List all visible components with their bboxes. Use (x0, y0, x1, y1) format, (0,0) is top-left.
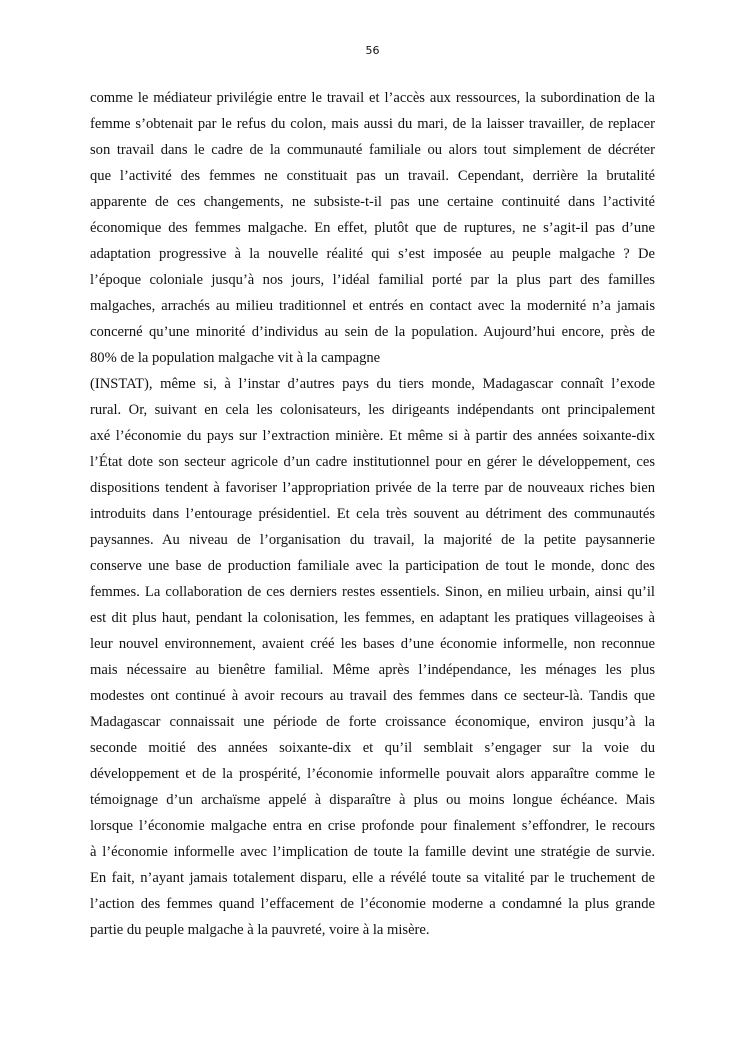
text-line: seconde moitié des années soixante-dix et qu’il semblait s’engager sur la voie du (90, 740, 655, 756)
page-number: 56 (365, 44, 380, 57)
text-line: son travail dans le cadre de la communauté familiale ou alors tout simplement de décréter (90, 142, 655, 158)
text-line: paysannes. Au niveau de l’organisation du travail, la majorité de la petite paysannerie (90, 532, 655, 548)
text-line: malgaches, arrachés au milieu traditionnel et entrés en contact avec la modernité n’a jamais (90, 298, 655, 314)
text-line: mais nécessaire au bienêtre familial. Même après l’indépendance, les ménages les plus (90, 662, 655, 678)
text-line: (INSTAT), même si, à l’instar d’autres pays du tiers monde, Madagascar connaît l’exode (90, 376, 655, 392)
text-line: l’État dote son secteur agricole d’un cadre institutionnel pour en gérer le développement, ces (90, 454, 655, 470)
text-line: leur nouvel environnement, avaient créé les bases d’une économie informelle, non reconnue (90, 636, 655, 652)
text-line: économique des femmes malgache. En effet, plutôt que de ruptures, ne s’agit-il pas d’une (90, 220, 655, 236)
text-line: à l’économie informelle avec l’implication de toute la famille devint une stratégie de survie. (90, 844, 655, 860)
text-line: lorsque l’économie malgache entra en crise profonde pour finalement s’effondrer, le recours (90, 818, 655, 834)
text-line: comme le médiateur privilégie entre le travail et l’accès aux ressources, la subordination de la (90, 90, 655, 106)
text-line: femme s’obtenait par le refus du colon, mais aussi du mari, de la laisser travailler, de replacer (90, 116, 655, 132)
text-line: axé l’économie du pays sur l’extraction minière. Et même si à partir des années soixante-dix (90, 428, 655, 444)
text-line: adaptation progressive à la nouvelle réalité qui s’est imposée au peuple malgache ? De (90, 246, 655, 262)
text-line: que l’activité des femmes ne constituait pas un travail. Cependant, derrière la brutalité (90, 168, 655, 184)
text-line: témoignage d’un archaïsme appelé à disparaître à plus ou moins longue échéance. Mais (90, 792, 655, 808)
text-line: développement et de la prospérité, l’économie informelle pouvait alors apparaître comme le (90, 766, 655, 782)
text-line: Madagascar connaissait une période de forte croissance économique, environ jusqu’à la (90, 714, 655, 730)
text-line: rural. Or, suivant en cela les colonisateurs, les dirigeants indépendants ont principalement (90, 402, 655, 418)
text-line: apparente de ces changements, ne subsiste-t-il pas une certaine continuité dans l’activité (90, 194, 655, 210)
text-line: femmes. La collaboration de ces derniers restes essentiels. Sinon, en milieu urbain, ainsi qu’il (90, 584, 655, 600)
text-line: concerné qu’une minorité d’individus au sein de la population. Aujourd’hui encore, près de (90, 324, 655, 340)
text-line: dispositions tendent à favoriser l’appropriation privée de la terre par de nouveaux riches bien (90, 480, 655, 496)
text-line: introduits dans l’entourage présidentiel. Et cela très souvent au détriment des communautés (90, 506, 655, 522)
text-line: partie du peuple malgache à la pauvreté, voire à la misère. (90, 922, 430, 938)
text-line: l’époque coloniale jusqu’à nos jours, l’idéal familial porté par la plus part des familles (90, 272, 655, 288)
text-line: modestes ont continué à avoir recours au travail des femmes dans ce secteur-là. Tandis que (90, 688, 655, 704)
text-line: En fait, n’ayant jamais totalement disparu, elle a révélé toute sa vitalité par le truchement de (90, 870, 655, 886)
text-line: l’action des femmes quand l’effacement de l’économie moderne a condamné la plus grande (90, 896, 655, 912)
text-line: 80% de la population malgache vit à la campagne (90, 350, 381, 366)
text-line: conserve une base de production familiale avec la participation de tout le monde, donc des (90, 558, 655, 574)
text-line: est dit plus haut, pendant la colonisation, les femmes, en adaptant les pratiques villageoises à (90, 610, 655, 626)
